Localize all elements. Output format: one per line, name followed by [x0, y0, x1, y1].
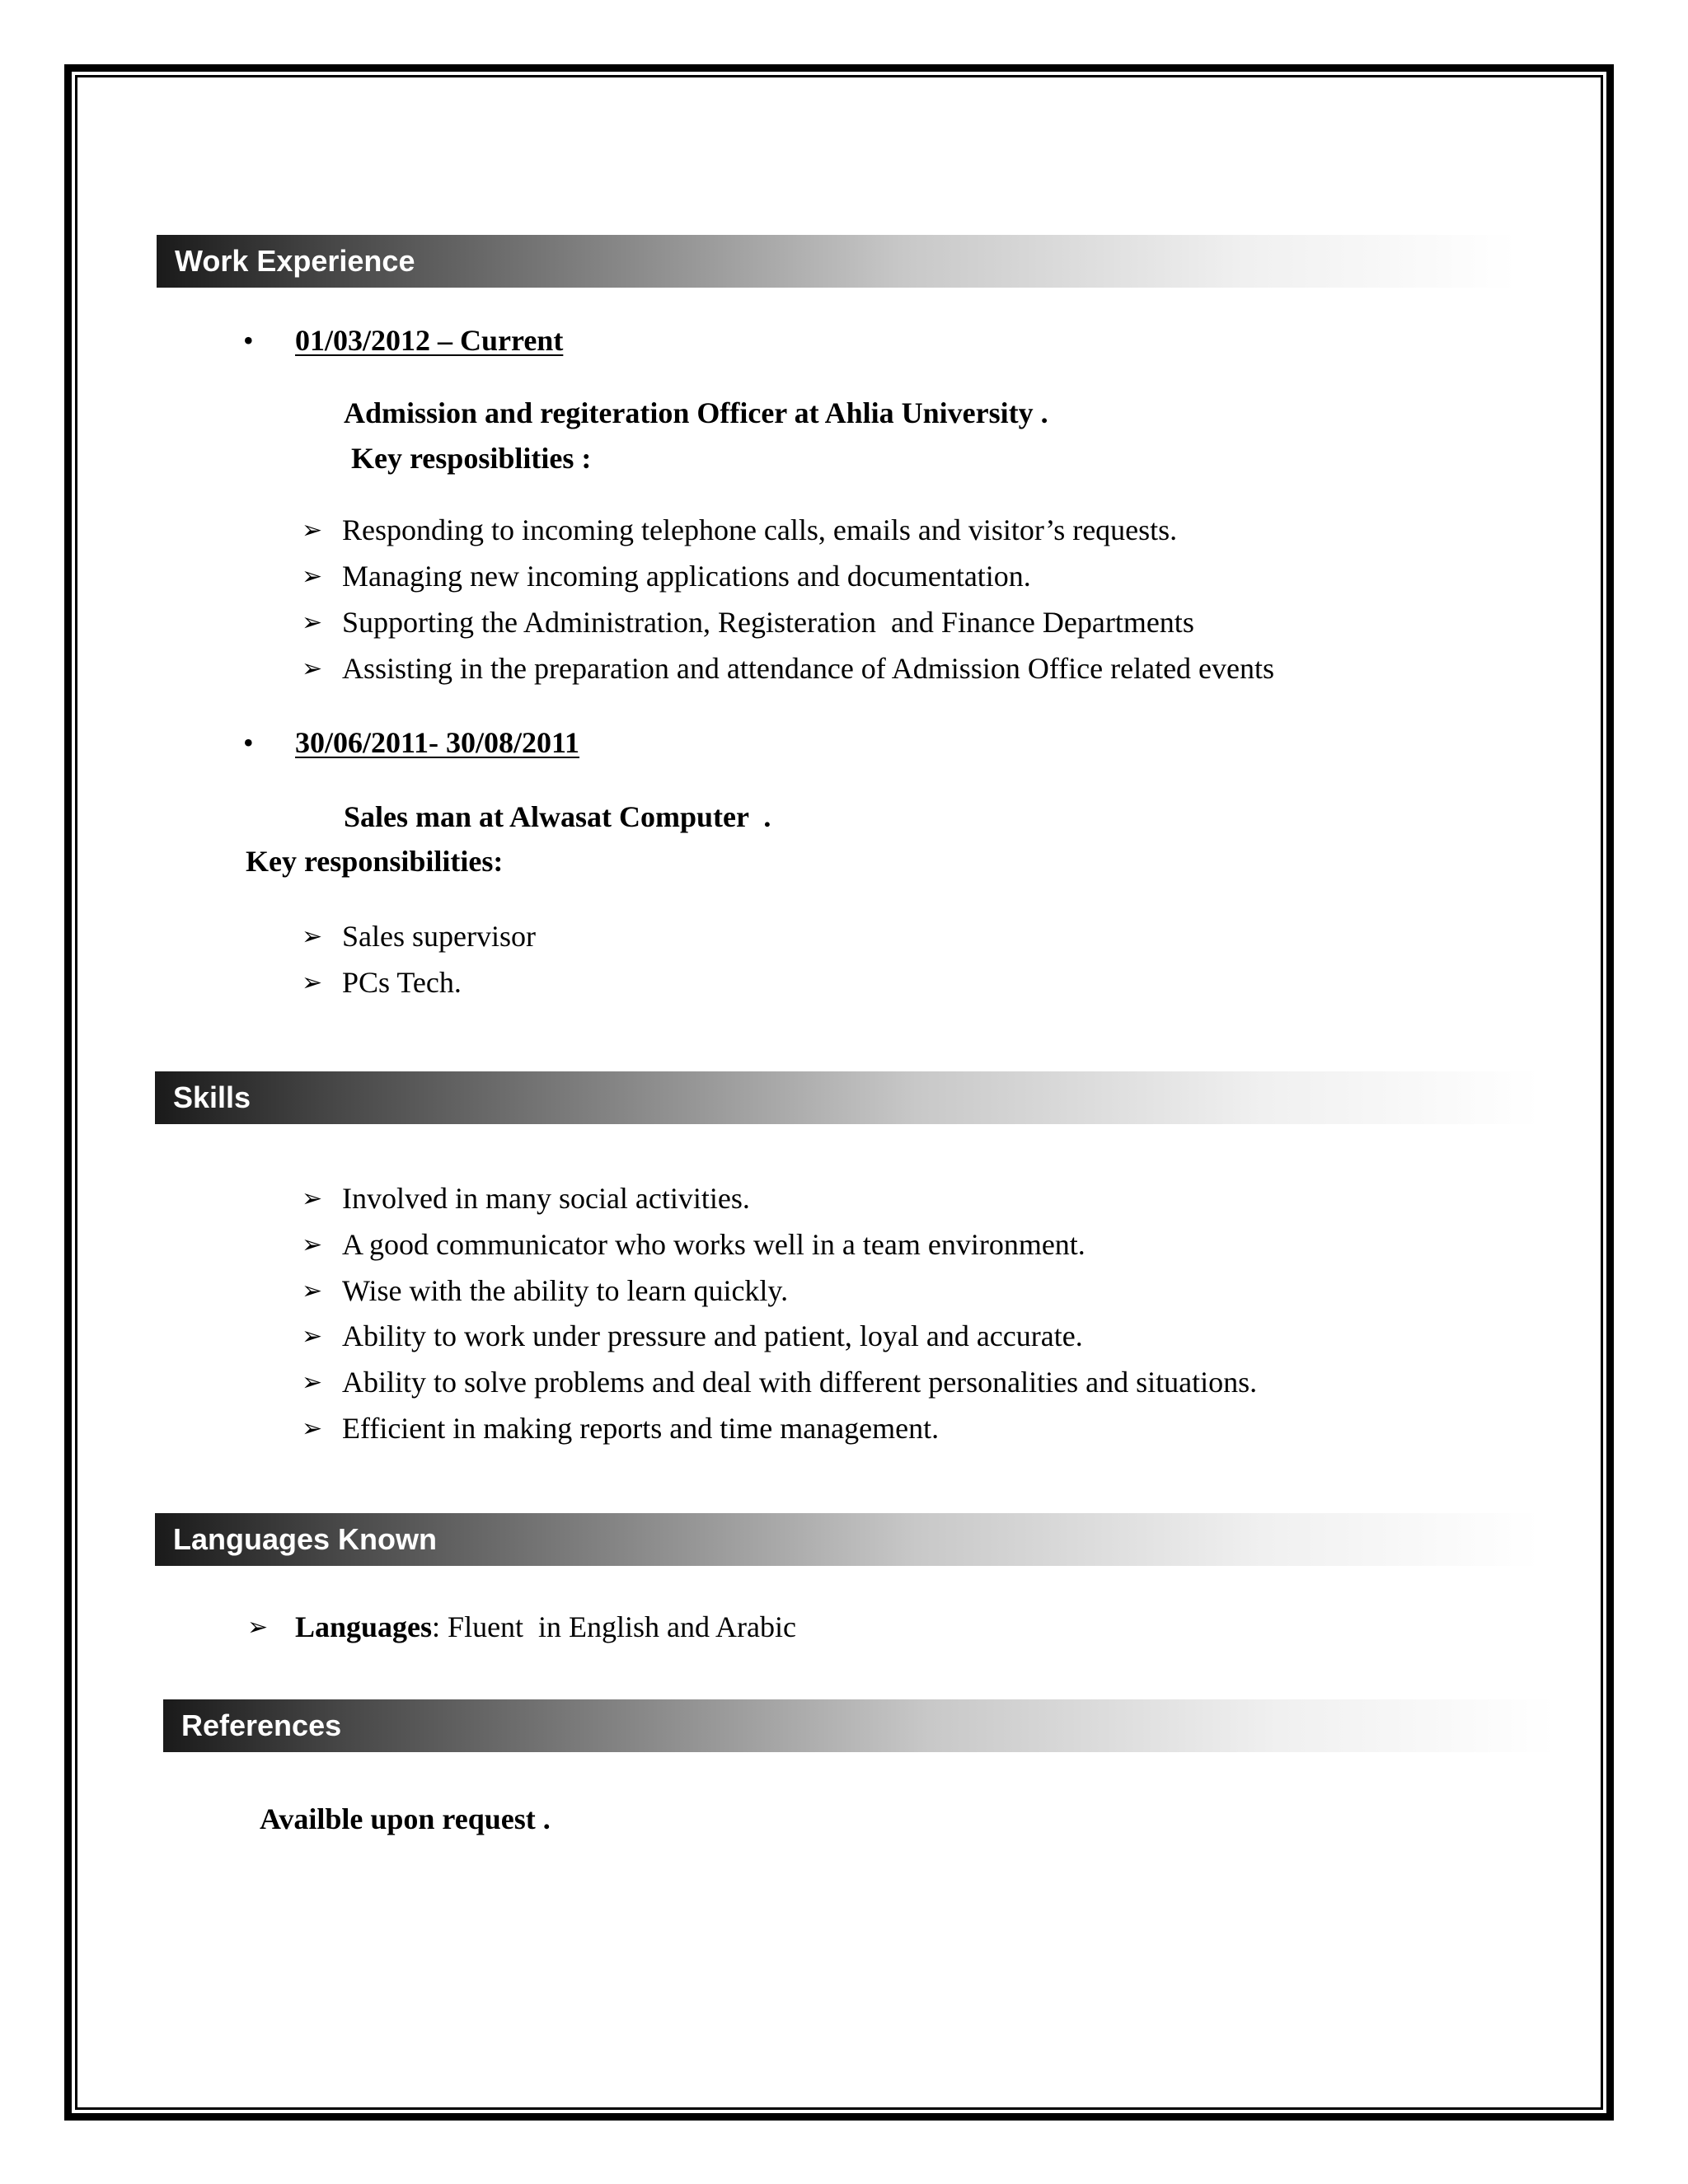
skill-item-2: A good communicator who works well in a team environment.	[342, 1228, 1085, 1261]
section-header-references: References	[163, 1699, 1556, 1752]
section-header-skills: Skills	[155, 1071, 1540, 1124]
arrow-bullet-icon: ➢	[302, 922, 323, 951]
languages-line	[295, 1610, 796, 1645]
arrow-bullet-icon: ➢	[302, 1277, 323, 1305]
arrow-bullet-icon: ➢	[302, 562, 323, 591]
arrow-bullet-icon: ➢	[302, 516, 323, 545]
section-header-languages: Languages Known	[155, 1513, 1540, 1566]
job-1-item-2: Managing new incoming applications and documentation.	[342, 560, 1031, 593]
arrow-bullet-icon: ➢	[302, 608, 323, 637]
job-2-dates: 30/06/2011- 30/08/2011	[295, 726, 580, 759]
job-1-key-label: Key resposiblities :	[344, 442, 592, 475]
job-2-item-2: PCs Tech.	[342, 966, 462, 999]
bullet-icon: •	[243, 726, 254, 759]
arrow-bullet-icon: ➢	[302, 1322, 323, 1351]
bullet-icon: •	[243, 324, 254, 357]
job-2-item-1: Sales supervisor	[342, 920, 536, 953]
job-1-title: Admission and regiteration Officer at Ahlia University .	[344, 396, 1048, 429]
skill-item-3: Wise with the ability to learn quickly.	[342, 1274, 789, 1307]
languages-value: : Fluent in English and Arabic	[432, 1610, 796, 1643]
skill-item-1: Involved in many social activities.	[342, 1182, 750, 1215]
section-header-work-experience: Work Experience	[157, 235, 1517, 288]
job-2-key-label: Key responsibilities:	[246, 845, 504, 878]
skill-item-4: Ability to work under pressure and patient, loyal and accurate.	[342, 1319, 1083, 1352]
arrow-bullet-icon: ➢	[302, 1414, 323, 1443]
arrow-bullet-icon: ➢	[302, 968, 323, 997]
job-1-item-4: Assisting in the preparation and attendance of Admission Office related events	[342, 652, 1275, 685]
job-2-title: Sales man at Alwasat Computer .	[344, 800, 771, 833]
job-1-item-1: Responding to incoming telephone calls, emails and visitor’s requests.	[342, 513, 1178, 546]
job-1-dates: 01/03/2012 – Current	[295, 324, 564, 357]
arrow-bullet-icon: ➢	[302, 1230, 323, 1259]
skill-item-6: Efficient in making reports and time management.	[342, 1412, 940, 1445]
arrow-bullet-icon: ➢	[302, 1184, 323, 1213]
languages-label: Languages	[295, 1610, 433, 1643]
job-1-item-3: Supporting the Administration, Registeration and Finance Departments	[342, 606, 1194, 639]
references-text: Availble upon request .	[260, 1802, 551, 1835]
arrow-bullet-icon: ➢	[302, 654, 323, 683]
arrow-bullet-icon: ➢	[247, 1613, 269, 1642]
arrow-bullet-icon: ➢	[302, 1368, 323, 1397]
skill-item-5: Ability to solve problems and deal with different personalities and situations.	[342, 1366, 1258, 1399]
